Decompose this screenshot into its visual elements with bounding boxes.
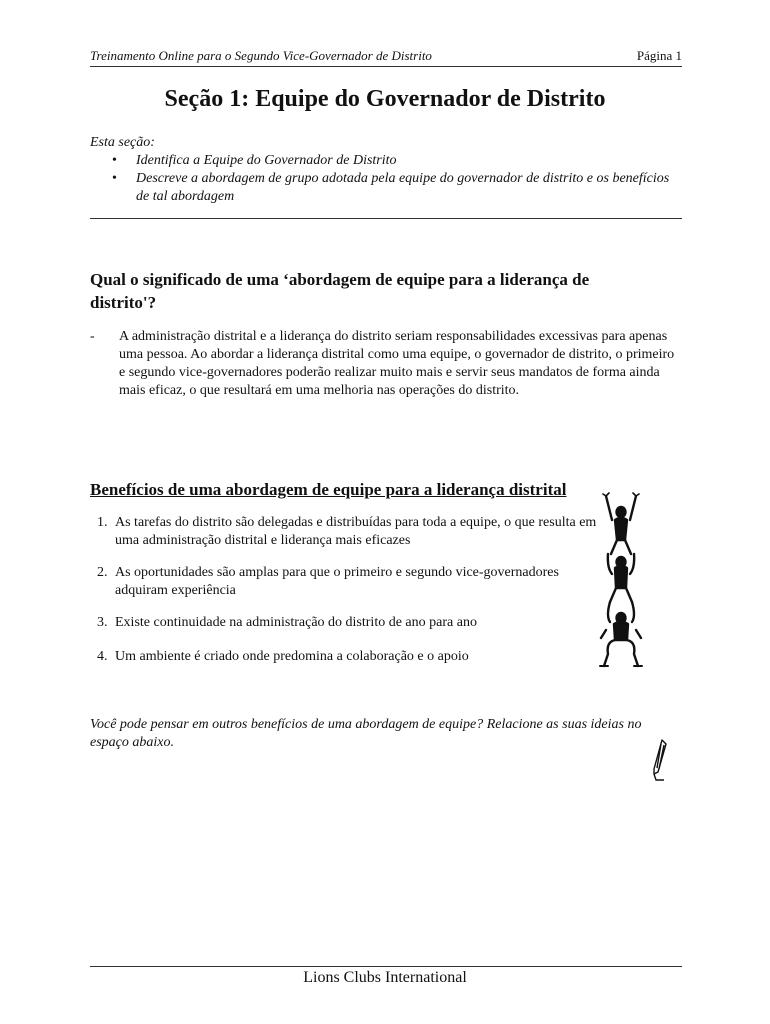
intro-bullet	[90, 152, 680, 170]
header-title: Treinamento Online para o Segundo Vice-Governador de Distrito	[90, 48, 432, 63]
intro-bullet-list	[90, 152, 680, 206]
section-title: Seção 1: Equipe do Governador de Distrito	[164, 86, 606, 112]
dash-marker: -	[90, 329, 95, 344]
answer-text: A administração distrital e a liderança do distrito seriam responsabilidades excessivas para apenas uma pessoa. Ao abordar a liderança distrital como uma equipe, o governador de distrito, o primeiro e segundo vice-governadores poderão realizar muito mais e servir seus mandatos de forma ainda mais eficaz, o que resultará em uma melhoria nas operações do distrito.	[119, 329, 675, 398]
intro-label: Esta seção:	[90, 135, 155, 150]
benefits-list	[90, 514, 600, 666]
intro-bullet-text: Descreve a abordagem de grupo adotada pela equipe do governador de distrito e os benefícios de tal abordagem	[136, 171, 670, 204]
question-heading: Qual o significado de uma ‘abordagem de equipe para a liderança de distrito'?	[90, 270, 590, 312]
list-number: 3.	[97, 615, 108, 630]
list-number: 4.	[97, 649, 108, 664]
list-item-text: As tarefas do distrito são delegadas e distribuídas para toda a equipe, o que resulta em uma administração distrital e liderança mais eficazes	[115, 515, 597, 548]
intro-bullet-text: Identifica a Equipe do Governador de Distrito	[136, 153, 397, 168]
list-item	[90, 648, 600, 666]
divider	[90, 218, 682, 219]
bullet-icon: •	[112, 153, 117, 168]
benefits-heading: Benefícios de uma abordagem de equipe para a liderança distrital	[90, 480, 567, 499]
pencil-icon	[650, 738, 670, 782]
intro-bullet	[90, 170, 680, 206]
prompt-text: Você pode pensar em outros benefícios de uma abordagem de equipe? Relacione as suas ideias no espaço abaixo.	[90, 717, 642, 750]
bullet-icon: •	[112, 171, 117, 186]
list-item	[90, 614, 600, 632]
list-number: 1.	[97, 515, 108, 530]
list-item-text: Existe continuidade na administração do distrito de ano para ano	[115, 615, 477, 630]
list-number: 2.	[97, 565, 108, 580]
page-number: Página 1	[636, 48, 682, 63]
list-item-text: As oportunidades são amplas para que o primeiro e segundo vice-governadores adquiram experiência	[115, 565, 559, 598]
footer-divider	[90, 966, 682, 967]
section-intro	[90, 134, 680, 206]
list-item	[90, 564, 600, 600]
page-header	[90, 46, 682, 67]
answer-paragraph	[90, 328, 680, 400]
list-item-text: Um ambiente é criado onde predomina a colaboração e o apoio	[115, 649, 469, 664]
page-footer: Lions Clubs International	[303, 969, 467, 986]
stacked-people-illustration-icon	[598, 490, 644, 672]
list-item	[90, 514, 600, 550]
